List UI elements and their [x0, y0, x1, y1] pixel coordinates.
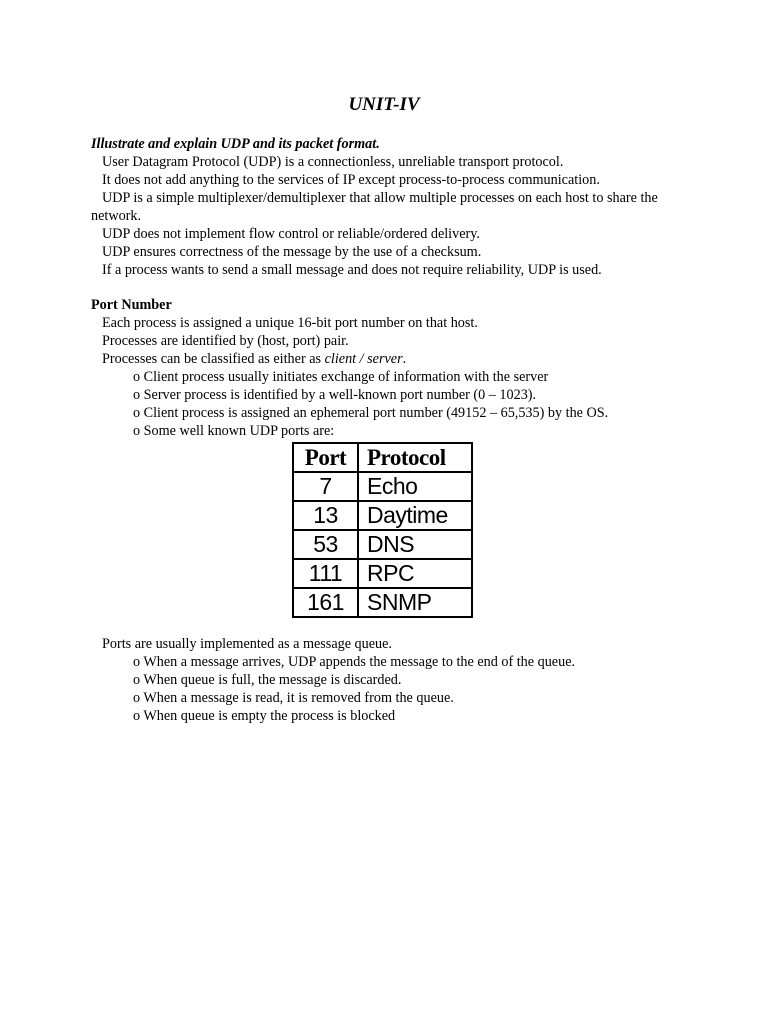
sub-list-item: o Client process usually initiates exchange of information with the server — [133, 369, 549, 385]
sub-list-item: o When a message is read, it is removed from the queue. — [133, 690, 454, 706]
list-item — [91, 243, 481, 261]
table-cell-port: 111 — [293, 559, 358, 588]
list-item-text: UDP is a simple multiplexer/demultiplexer that allow multiple processes on each host to share the network. — [91, 190, 658, 224]
table-header-row — [293, 443, 472, 472]
table-header-protocol: Protocol — [358, 443, 472, 472]
sub-list-item: o Client process is assigned an ephemeral port number (49152 – 65,535) by the OS. — [133, 405, 609, 421]
table-cell-protocol: SNMP — [358, 588, 472, 617]
list-item-text: It does not add anything to the services of IP except process-to-process communication. — [102, 172, 600, 188]
list-item-text: Processes can be classified as either as — [102, 351, 325, 367]
list-item — [91, 332, 349, 350]
list-item-text: Each process is assigned a unique 16-bit port number on that host. — [102, 315, 478, 331]
list-item — [91, 635, 392, 653]
table-row — [293, 559, 472, 588]
list-item — [91, 225, 480, 243]
list-item-text: If a process wants to send a small message and does not require reliability, UDP is used. — [102, 262, 602, 278]
list-item — [91, 314, 478, 332]
list-item-text: Ports are usually implemented as a message queue. — [102, 636, 392, 652]
list-item — [91, 153, 563, 171]
list-item-emphasis: client / server — [324, 351, 403, 367]
table-cell-port: 53 — [293, 530, 358, 559]
table-cell-port: 13 — [293, 501, 358, 530]
udp-ports-table — [292, 442, 473, 618]
list-item-text: UDP ensures correctness of the message by the use of a checksum. — [102, 244, 482, 260]
table-cell-protocol: DNS — [358, 530, 472, 559]
table-header-port: Port — [293, 443, 358, 472]
table-row — [293, 472, 472, 501]
list-item — [91, 171, 600, 189]
table-row — [293, 501, 472, 530]
section1-heading: Illustrate and explain UDP and its packet format. — [91, 136, 380, 152]
sub-list-item: o Server process is identified by a well-known port number (0 – 1023). — [133, 387, 537, 403]
page-title: UNIT-IV — [348, 94, 420, 115]
list-item-suffix: . — [402, 351, 407, 367]
list-item — [91, 261, 602, 279]
list-item — [91, 350, 406, 368]
section2-heading: Port Number — [91, 297, 172, 313]
list-item-text: User Datagram Protocol (UDP) is a connectionless, unreliable transport protocol. — [102, 154, 564, 170]
table-cell-port: 7 — [293, 472, 358, 501]
sub-list-item: o Some well known UDP ports are: — [133, 423, 335, 439]
sub-list-item: o When queue is empty the process is blocked — [133, 708, 396, 724]
sub-list-item: o When a message arrives, UDP appends the message to the end of the queue. — [133, 654, 576, 670]
table-cell-port: 161 — [293, 588, 358, 617]
table-cell-protocol: Daytime — [358, 501, 472, 530]
list-item-text: UDP does not implement flow control or reliable/ordered delivery. — [102, 226, 480, 242]
table-cell-protocol: Echo — [358, 472, 472, 501]
table-row — [293, 530, 472, 559]
list-item-text: Processes are identified by (host, port) pair. — [102, 333, 349, 349]
table-row — [293, 588, 472, 617]
list-item — [91, 189, 691, 225]
sub-list-item: o When queue is full, the message is discarded. — [133, 672, 402, 688]
table-cell-protocol: RPC — [358, 559, 472, 588]
